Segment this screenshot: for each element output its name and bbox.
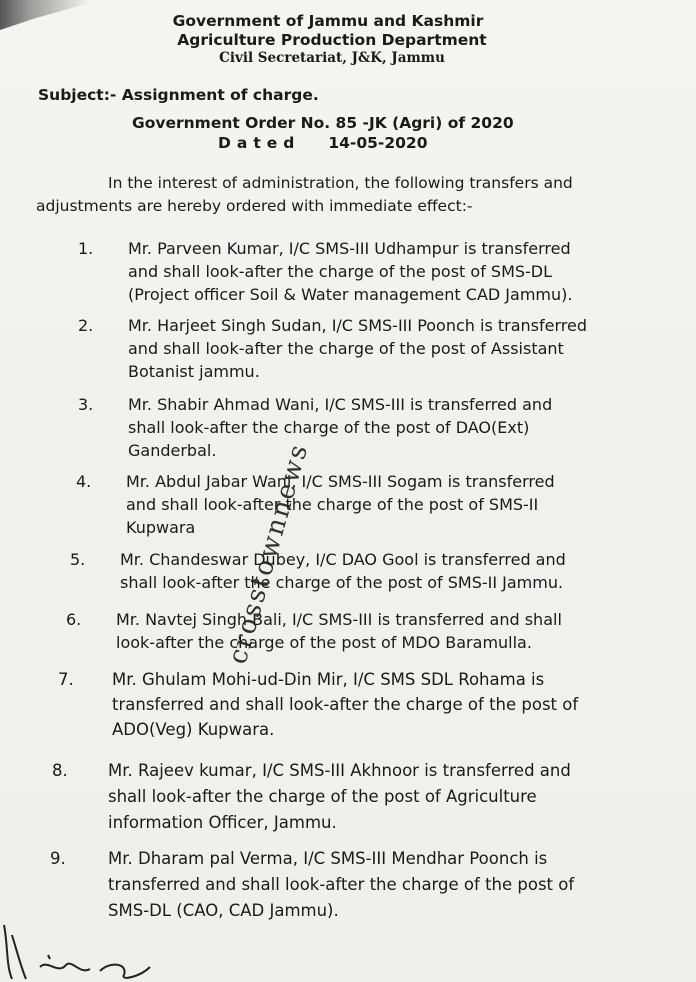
- item-number: 7.: [58, 670, 74, 689]
- item-line: Mr. Navtej Singh Bali, I/C SMS-III is transferred and shall: [116, 610, 562, 629]
- item-text: [128, 237, 618, 306]
- item-number: 8.: [52, 761, 68, 780]
- item-text: [108, 758, 654, 836]
- header-address: Civil Secretariat, J&K, Jammu: [219, 50, 445, 66]
- item-line: ADO(Veg) Kupwara.: [112, 720, 275, 739]
- item-text: [108, 846, 656, 924]
- signature-scribble: [0, 915, 180, 982]
- item-line: Mr. Ghulam Mohi-ud-Din Mir, I/C SMS SDL Rohama is: [112, 670, 545, 689]
- item-line: Mr. Harjeet Singh Sudan, I/C SMS-III Poonch is transferred: [128, 316, 588, 335]
- item-line: shall look-after the charge of the post of Agriculture: [108, 787, 537, 806]
- order-number: Government Order No. 85 -JK (Agri) of 2020: [132, 114, 514, 132]
- item-text: [116, 608, 641, 654]
- item-line: look-after the charge of the post of MDO Baramulla.: [116, 633, 532, 652]
- item-line: Mr. Shabir Ahmad Wani, I/C SMS-III is transferred and: [128, 395, 553, 414]
- item-line: SMS-DL (CAO, CAD Jammu).: [108, 901, 339, 920]
- item-line: Mr. Rajeev kumar, I/C SMS-III Akhnoor is transferred and: [108, 761, 571, 780]
- item-number: 6.: [66, 610, 82, 629]
- header-department: Agriculture Production Department: [177, 31, 487, 49]
- item-line: Mr. Dharam pal Verma, I/C SMS-III Mendhar Poonch is: [108, 849, 548, 868]
- item-text: [128, 393, 623, 462]
- item-number: 4.: [76, 472, 92, 491]
- item-line: and shall look-after the charge of the post of SMS-DL: [128, 262, 553, 281]
- item-number: 5.: [70, 550, 86, 569]
- item-line: shall look-after the charge of the post of DAO(Ext): [128, 418, 530, 437]
- item-number: 9.: [50, 849, 66, 868]
- item-text: [112, 667, 652, 742]
- dated-value: 14-05-2020: [328, 134, 428, 152]
- item-line: transferred and shall look-after the charge of the post of: [112, 695, 579, 714]
- intro-line-2: adjustments are hereby ordered with immediate effect:-: [36, 197, 473, 215]
- header-government: Government of Jammu and Kashmir: [172, 12, 484, 30]
- item-number: 1.: [78, 239, 94, 258]
- subject-line: Subject:- Assignment of charge.: [38, 86, 319, 104]
- item-line: and shall look-after the charge of the post of SMS-II: [126, 495, 539, 514]
- item-text: [128, 314, 623, 383]
- watermark-text: crosstownnews: [222, 439, 315, 668]
- item-line: shall look-after the charge of the post of SMS-II Jammu.: [120, 573, 564, 592]
- item-line: Mr. Chandeswar Dubey, I/C DAO Gool is transferred and: [120, 550, 566, 569]
- dated-label: Dated: [218, 134, 301, 152]
- item-number: 2.: [78, 316, 94, 335]
- item-text: [120, 548, 632, 594]
- item-line: transferred and shall look-after the charge of the post of: [108, 875, 575, 894]
- item-line: and shall look-after the charge of the post of Assistant: [128, 339, 564, 358]
- item-line: Kupwara: [126, 518, 196, 537]
- item-text: [126, 470, 626, 539]
- intro-paragraph: [36, 172, 636, 218]
- item-line: Mr. Parveen Kumar, I/C SMS-III Udhampur is transferred: [128, 239, 571, 258]
- item-line: (Project officer Soil & Water management CAD Jammu).: [128, 285, 573, 304]
- intro-line-1: In the interest of administration, the following transfers and: [108, 174, 573, 192]
- item-line: Mr. Abdul Jabar Wani, I/C SMS-III Sogam is transferred: [126, 472, 555, 491]
- item-line: Ganderbal.: [128, 441, 217, 460]
- item-line: Botanist jammu.: [128, 362, 260, 381]
- order-date: [218, 134, 428, 152]
- item-line: information Officer, Jammu.: [108, 813, 337, 832]
- item-number: 3.: [78, 395, 94, 414]
